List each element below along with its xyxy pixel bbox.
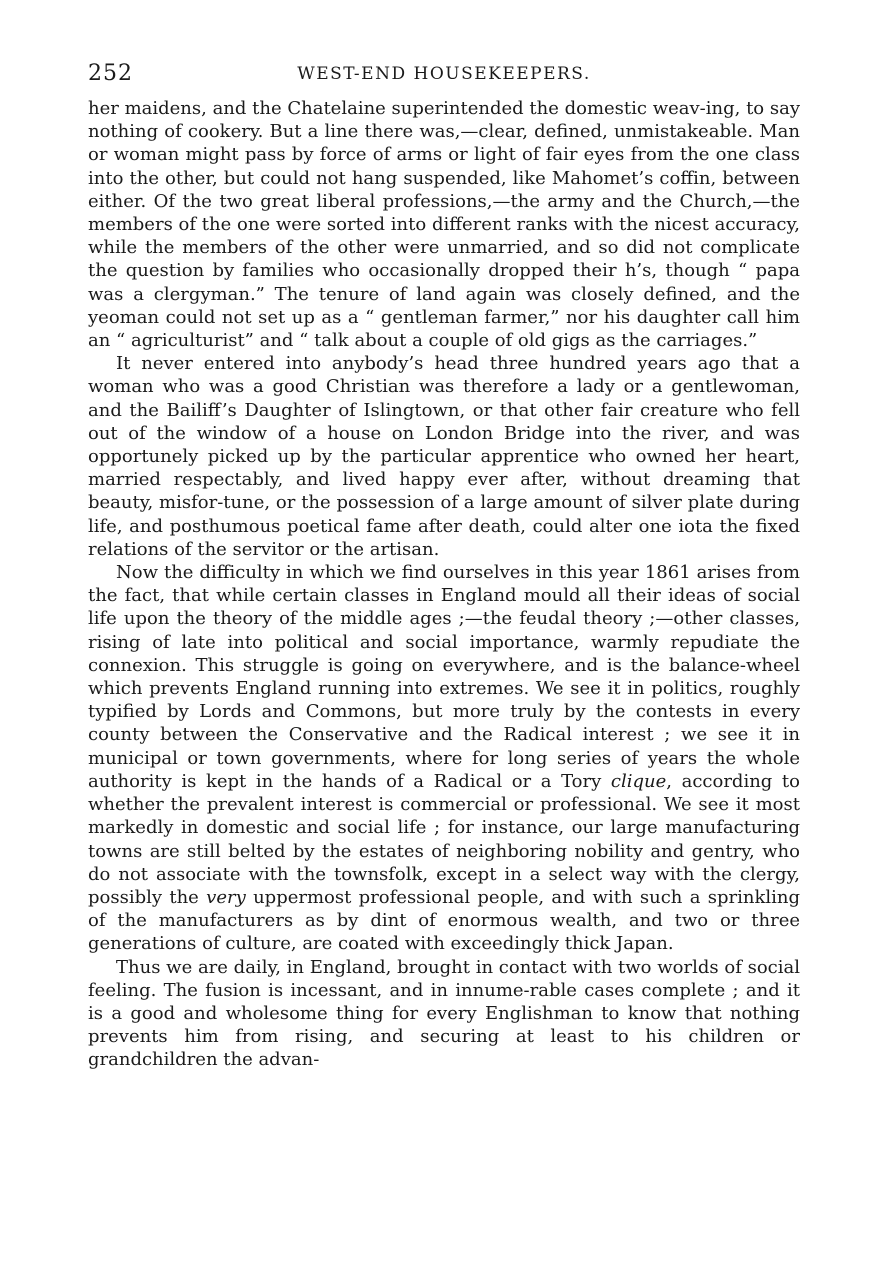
paragraph-2 [88, 352, 800, 561]
paragraph-text: uppermost professional people, and with such a sprinkling of the manufacturers as by dint of enormous wealth, and two or three generations of culture, are coated with exceedingly thick Japan. [88, 886, 800, 955]
page-number: 252 [88, 61, 133, 86]
paragraph-4 [88, 956, 800, 1072]
paragraph-text: Thus we are daily, in England, brought in contact with two worlds of social feeling. The fusion is incessant, and in innume-rable cases complete ; and it is a good and wholesome thing for every Englishman to know that nothing prevents him from rising, and securing at least to his children or grandchildren the advan- [88, 956, 800, 1071]
paragraph-text: Now the difficulty in which we find ourselves in this year 1861 arises from the fact, that while certain classes in England mould all their ideas of social life upon the theory of the middle ages ;—the feudal theory ;—other classes, rising of late into political and social importance, warmly repudiate the connexion. This struggle is going on everywhere, and is the balance-wheel which prevents England running into extremes. We see it in politics, roughly typified by Lords and Commons, but more truly by the contests in every county between the Conservative and the Radical interest ; we see it in municipal or town governments, where for long series of years the whole authority is kept in the hands of a Radical or a Tory [88, 562, 800, 792]
paragraph-text: her maidens, and the Chatelaine superintended the domestic weav-ing, to say nothing of cookery. But a line there was,—clear, defined, unmistakeable. Man or woman might pass by force of arms or light of fair eyes from the one class into the other, but could not hang suspended, like Mahomet’s coffin, between either. Of the two great liberal professions,—the army and the Church,—the members of the one were sorted into different ranks with the nicest accuracy, while the members of the other were unmarried, and so did not complicate the question by families who occasionally dropped their h’s, though “ papa was a clergyman.” The tenure of land again was closely defined, and the yeoman could not set up as a “ gentleman farmer,” nor his daughter call him an “ agriculturist” and “ talk about a couple of old gigs as the carriages.” [88, 98, 800, 352]
running-head [88, 58, 800, 90]
italic-word-clique: clique [610, 770, 667, 792]
paragraph-1 [88, 97, 800, 352]
paragraph-text: , according to whether the prevalent interest is commercial or professional. We see it most markedly in domestic and social life ; for instance, our large manufacturing towns are still belted by the estates of neighboring nobility and gentry, who do not associate with the townsfolk, except in a select way with the clergy, possibly the [88, 770, 800, 908]
paragraph-3 [88, 561, 800, 955]
book-page [88, 58, 800, 1072]
running-title: WEST-END HOUSEKEEPERS. [297, 64, 591, 84]
paragraph-text: It never entered into anybody’s head three hundred years ago that a woman who was a good Christian was therefore a lady or a gentlewoman, and the Bailiff’s Daughter of Islingtown, or that other fair creature who fell out of the window of a house on London Bridge into the river, and was opportunely picked up by the particular apprentice who owned her heart, married respectably, and lived happy ever after, without dreaming that beauty, misfor-tune, or the possession of a large amount of silver plate during life, and posthumous poetical fame after death, could alter one iota the fixed relations of the servitor or the artisan. [88, 353, 800, 560]
italic-word-very: very [206, 886, 246, 908]
body-text [88, 97, 800, 1072]
